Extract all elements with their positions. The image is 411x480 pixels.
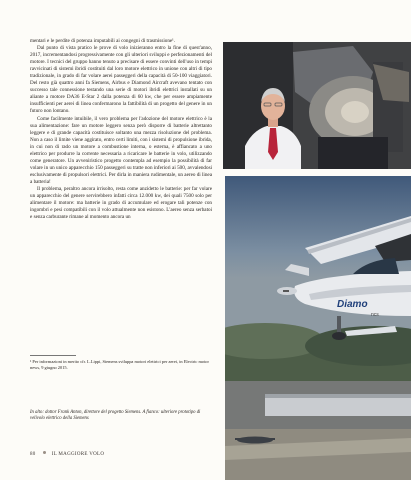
running-title: IL MAGGIORE VOLO: [51, 452, 105, 457]
body-paragraph: Dal punto di vista pratico le prove di volo inizieranno entro la fine di quest'anno, 2017, incrementandosi progressivamente con gli ulteriori sviluppi e perfezionamenti del motore. I tecnici del gruppo hanno tenuto a precisare di essere convinti dell'uso in tempi ravvicinati di sistemi ibridi costituiti dal loro motore elettrico in unione con altri di tipo tradizionale, in grado di far volare aerei passeggeri della capacità di 50-100 viaggiatori. Del resto già quattro anni fa Siemens, Airbus e Diamond Aircraft avevano tentato con successo tale connessione testando una serie di motori ibridi elettrici installati su un aliante a motore DA36 E-Star 2 dalla potenza di 60 kw, che per essere ampiamente insufficienti per aerei di linea confermarono la fattibilità di un progetto del genere in un futuro non lontano.: [30, 45, 212, 115]
photo-man-with-engine: [223, 42, 411, 169]
footnote-divider: [30, 355, 76, 356]
photo-electric-aircraft: [225, 176, 411, 480]
folio: [30, 451, 104, 457]
bullet-icon: [43, 451, 46, 454]
engine-photo-illustration: [223, 42, 411, 169]
photo-caption: In alto: dottor Frank Anton, direttore del progetto Siemens. A fianco: ulteriore prototipo di velivolo elettrico della Siemens: [30, 410, 201, 422]
aircraft-photo-illustration: [225, 176, 411, 480]
body-paragraph: Come facilmente intuibile, il vero problema per l'adozione del motore elettrico è la sua alimentazione: fare un motore leggero senza però disporre di batterie altrettanto leggere e di grande capacità costituisce soltanto una mezza risoluzione del problema. Non a caso il limite viene aggirato, entro certi limiti, con i sistemi di propulsione ibrida, in cui non di rado un motore a combustione interna, o esterna, è affiancato a uno elettrico per produrre la corrente necessaria a ricaricare le batterie in volo, utilizzando come generatore. Un avveniristico progetto contempla ad esempio la possibilità di far volare in un unico apparecchio 150 passeggeri su tratte non inferiori ai 500, avvalendosi esclusivamente di propulsori elettrici. Per dirla in maniera rudimentale, un aereo di linea a batteria!: [30, 115, 212, 185]
aircraft-marking: Diamo: [337, 299, 368, 310]
footnote: ¹ Per informazioni in merito cfr. L.Lippi, Siemens sviluppa motori elettrici per aerei, in Electric motor news, 9 giugno 2015.: [30, 359, 209, 370]
body-text-column: [30, 38, 212, 221]
body-paragraph: mentari e le perdite di potenza imputabili ai congegni di trasmissione¹.: [30, 38, 176, 44]
aircraft-registration: ncs: [371, 312, 379, 318]
body-paragraph: Il problema, peraltro ancora irrisolto, resta come anzidetto le batterie: per far volare un apparecchio del genere servirebbero infatti circa 12.000 kw, dei quali 7500 solo per alimentare il motore: ma batterie in grado di accumulare ed erogare tali potenze con ingombri e pesi compatibili con il volo attualmente non esistono. L'aereo senza serbatoi e senza carburante rimane al momento ancora un: [30, 185, 212, 221]
page-number: 80: [30, 452, 36, 457]
